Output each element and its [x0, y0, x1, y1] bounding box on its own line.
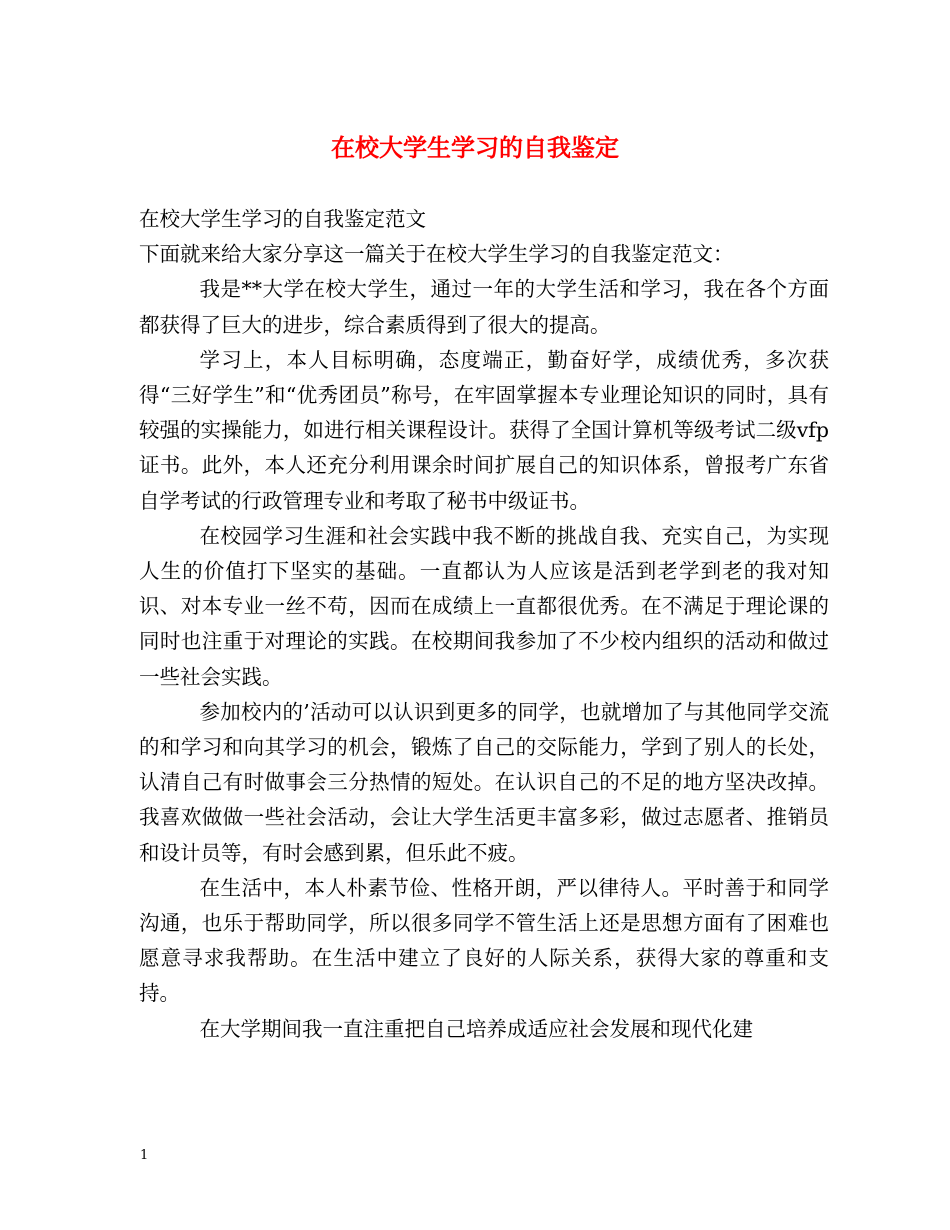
paragraph: 在大学期间我一直注重把自己培养成适应社会发展和现代化建: [199, 1016, 753, 1041]
paragraph-subtitle: 在校大学生学习的自我鉴定范文: [139, 207, 426, 231]
page-number: 1: [140, 1148, 149, 1163]
paragraph: 在校园学习生涯和社会实践中我不断的挑战自我、充实自己，为实现人生的价值打下坚实的基础。一直都认为人应该是活到老学到老的我对知识、对本专业一丝不苟，因而在成绩上一直都很优秀。在不满足于理论课的同时也注重于对理论的实践。在校期间我参加了不少校内组织的活动和做过一些社会实践。: [139, 523, 829, 689]
paragraph: 在生活中，本人朴素节俭、性格开朗，严以律待人。平时善于和同学沟通，也乐于帮助同学，所以很多同学不管生活上还是思想方面有了困难也愿意寻求我帮助。在生活中建立了良好的人际关系，获得大家的尊重和支持。: [139, 875, 829, 1006]
paragraph: 我是**大学在校大学生，通过一年的大学生活和学习，我在各个方面都获得了巨大的进步，综合素质得到了很大的提高。: [139, 277, 829, 337]
paragraph: 学习上，本人目标明确，态度端正，勤奋好学，成绩优秀，多次获得“三好学生”和“优秀团员”称号，在牢固掌握本专业理论知识的同时，具有较强的实操能力，如进行相关课程设计。获得了全国计算机等级考试二级vfp证书。此外，本人还充分利用课余时间扩展自己的知识体系，曾报考广东省自学考试的行政管理专业和考取了秘书中级证书。: [139, 347, 829, 513]
paragraph-intro: 下面就来给大家分享这一篇关于在校大学生学习的自我鉴定范文：: [139, 242, 734, 267]
paragraph: 参加校内的’活动可以认识到更多的同学，也就增加了与其他同学交流的和学习和向其学习的机会，锻炼了自己的交际能力，学到了别人的长处，认清自己有时做事会三分热情的短处。在认识自己的不足的地方坚决改掉。我喜欢做做一些社会活动，会让大学生活更丰富多彩，做过志愿者、推销员和设计员等，有时会感到累，但乐此不疲。: [139, 699, 829, 865]
document-title: 在校大学生学习的自我鉴定: [331, 133, 619, 162]
document-body: [139, 202, 829, 1047]
